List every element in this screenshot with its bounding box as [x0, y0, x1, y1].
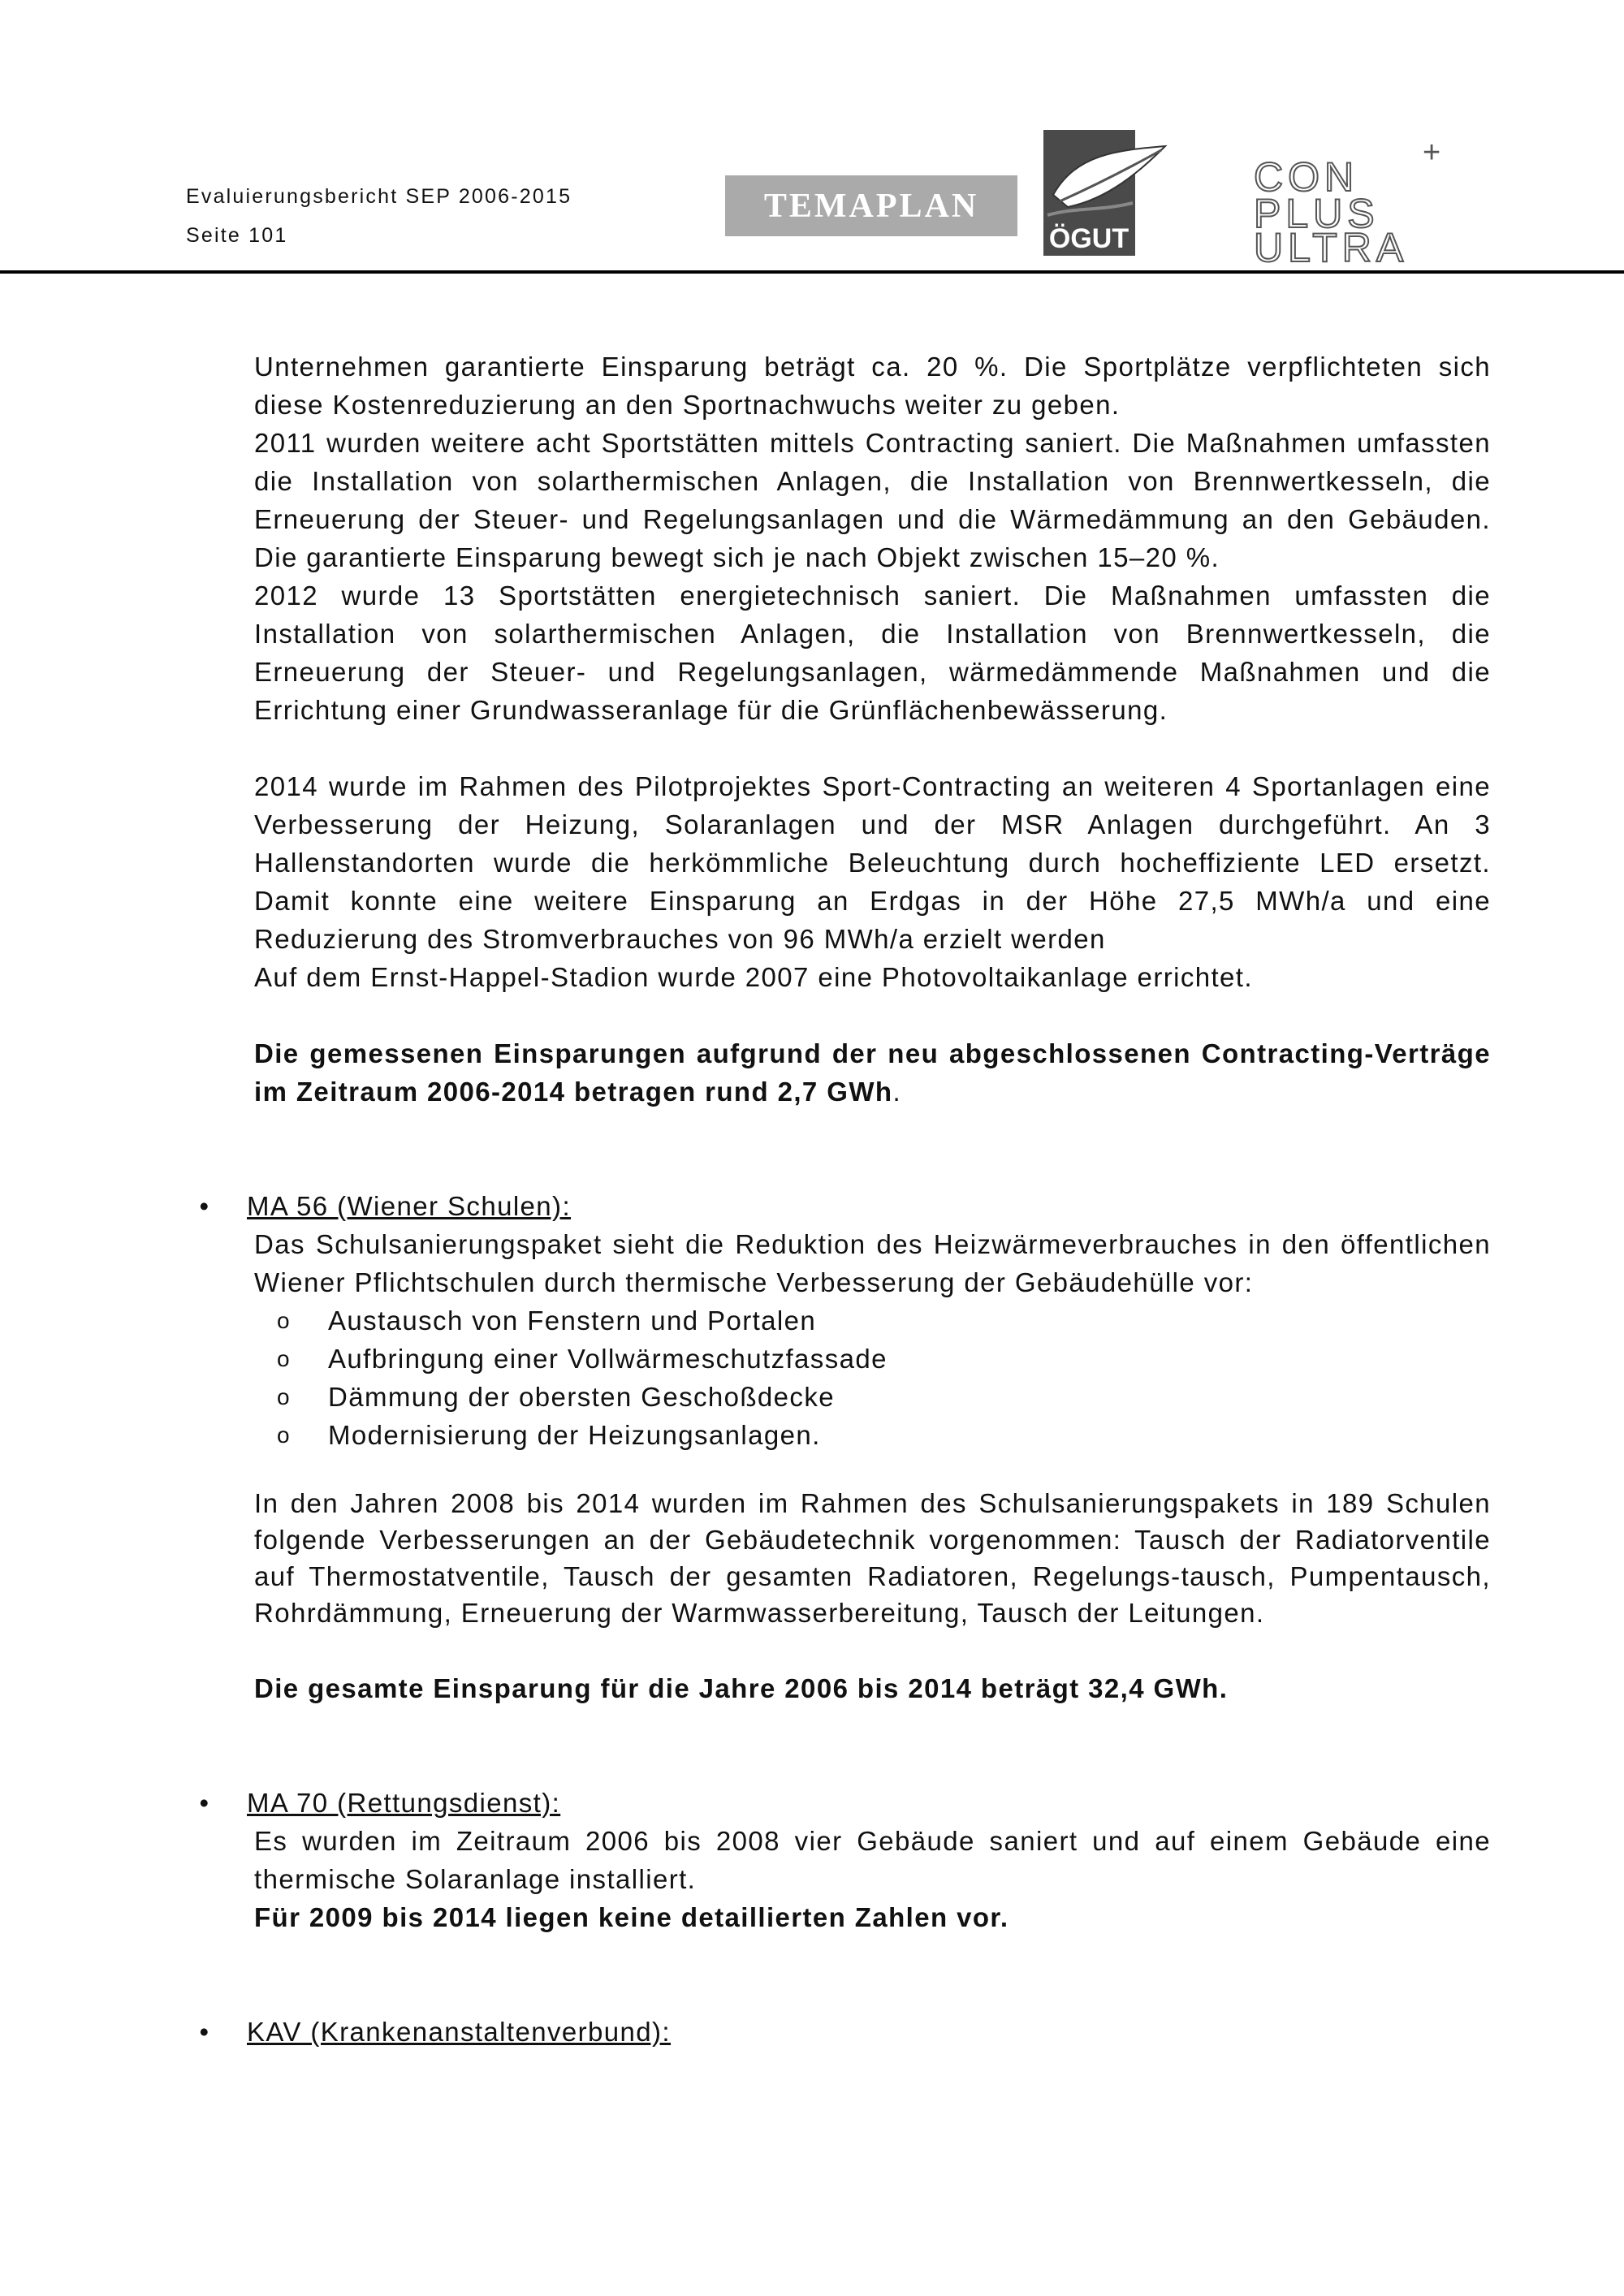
conplusultra-logo	[1250, 134, 1453, 264]
bullet-marker: •	[199, 2017, 210, 2047]
section-kav-heading	[199, 2013, 1491, 2051]
bullet-marker: •	[199, 1788, 210, 1818]
page-number: Seite 101	[186, 224, 288, 247]
ma56-summary: Die gesamte Einsparung für die Jahre 2006 bis 2014 beträgt 32,4 GWh.	[254, 1673, 1229, 1703]
ma56-intro: Das Schulsanierungspaket sieht die Reduktion des Heizwärmeverbrauches in den öffentlichen Wiener Pflichtschulen durch thermische Verbesserung der Gebäudehülle vor:	[254, 1229, 1491, 1297]
paragraph-2014: 2014 wurde im Rahmen des Pilotprojektes Sport-Contracting an weiteren 4 Sportanlagen eine Verbesserung der Heizung, Solaranlagen und der MSR Anlagen durchgeführt. An 3 Hallenstandorten wurde die herkömmliche Beleuchtung durch hocheffiziente LED ersetzt. Damit konnte eine weitere Einsparung an Erdgas in der Höhe 27,5 MWh/a und eine Reduzierung des Stromverbrauches von 96 MWh/a erzielt werden	[254, 771, 1491, 954]
list-marker: o	[277, 1346, 291, 1371]
ogut-logo	[1043, 130, 1173, 260]
page-content	[199, 347, 1491, 2051]
list-item: o Modernisierung der Heizungsanlagen.	[254, 1416, 1491, 1454]
bullet-marker: •	[199, 1191, 210, 1221]
conplusultra-line-1: CON	[1254, 154, 1359, 200]
contracting-summary-bold: Die gemessenen Einsparungen aufgrund der neu abgeschlossenen Contracting-Verträge im Zeitraum 2006-2014 betragen rund 2,7 GWh	[254, 1038, 1491, 1107]
conplusultra-line-3: ULTRA	[1254, 225, 1409, 264]
list-item: o Dämmung der obersten Geschoßdecke	[254, 1378, 1491, 1416]
header-meta	[186, 177, 572, 255]
temaplan-logo: TEMAPLAN	[725, 175, 1017, 236]
section-ma56-heading	[199, 1187, 1491, 1225]
paragraph-sportplaetze: Unternehmen garantierte Einsparung beträgt ca. 20 %. Die Sportplätze verpflichteten sich diese Kostenreduzierung an den Sportnachwuchs weiter zu geben.	[254, 352, 1491, 420]
section-kav-title: KAV (Krankenanstaltenverbund):	[247, 2017, 671, 2047]
contracting-summary-end: .	[892, 1077, 902, 1107]
paragraph-stadion: Auf dem Ernst-Happel-Stadion wurde 2007 eine Photovoltaikanlage errichtet.	[254, 962, 1253, 992]
list-item: o Aufbringung einer Vollwärmeschutzfassade	[254, 1340, 1491, 1378]
list-marker: o	[277, 1308, 291, 1333]
ma56-details: In den Jahren 2008 bis 2014 wurden im Rahmen des Schulsanierungspakets in 189 Schulen folgende Verbesserungen an der Gebäudetechnik vorgenommen: Tausch der Radiatorventile auf Thermostatventile, Tausch der gesamten Radiatoren, Regelungs-tausch, Pumpentausch, Rohrdämmung, Erneuerung der Warmwasserbereitung, Tausch der Leitungen.	[254, 1488, 1491, 1628]
header-rule	[0, 270, 1624, 274]
conplusultra-line-2: PLUS	[1254, 191, 1380, 236]
conplusultra-plus: +	[1423, 136, 1441, 170]
section-ma56-title: MA 56 (Wiener Schulen):	[247, 1191, 572, 1221]
section-ma70-title: MA 70 (Rettungsdienst):	[247, 1788, 561, 1818]
section-ma70-heading	[199, 1784, 1491, 1822]
report-title: Evaluierungsbericht SEP 2006-2015	[186, 185, 572, 208]
ma70-note: Für 2009 bis 2014 liegen keine detaillierten Zahlen vor.	[254, 1902, 1009, 1932]
paragraph-2012: 2012 wurde 13 Sportstätten energietechnisch saniert. Die Maßnahmen umfassten die Installation von solarthermischen Anlagen, die Installation von Brennwertkesseln, die Erneuerung der Steuer- und Regelungsanlagen, wärmedämmende Maßnahmen und die Errichtung einer Grundwasseranlage für die Grünflächenbewässerung.	[254, 580, 1491, 725]
list-item: o Austausch von Fenstern und Portalen	[254, 1301, 1491, 1340]
paragraph-2011: 2011 wurden weitere acht Sportstätten mittels Contracting saniert. Die Maßnahmen umfassten die Installation von solarthermischen Anlagen, die Installation von Brennwertkesseln, die Erneuerung der Steuer- und Regelungsanlagen und die Wärmedämmung an den Gebäuden. Die garantierte Einsparung bewegt sich je nach Objekt zwischen 15–20 %.	[254, 428, 1491, 572]
ma56-measures-list	[254, 1301, 1491, 1454]
ma70-text: Es wurden im Zeitraum 2006 bis 2008 vier Gebäude saniert und auf einem Gebäude eine thermische Solaranlage installiert.	[254, 1826, 1491, 1894]
list-marker: o	[277, 1384, 291, 1409]
list-marker: o	[277, 1422, 291, 1448]
contracting-summary	[254, 1034, 1491, 1111]
ogut-logo-text: ÖGUT	[1048, 223, 1129, 254]
